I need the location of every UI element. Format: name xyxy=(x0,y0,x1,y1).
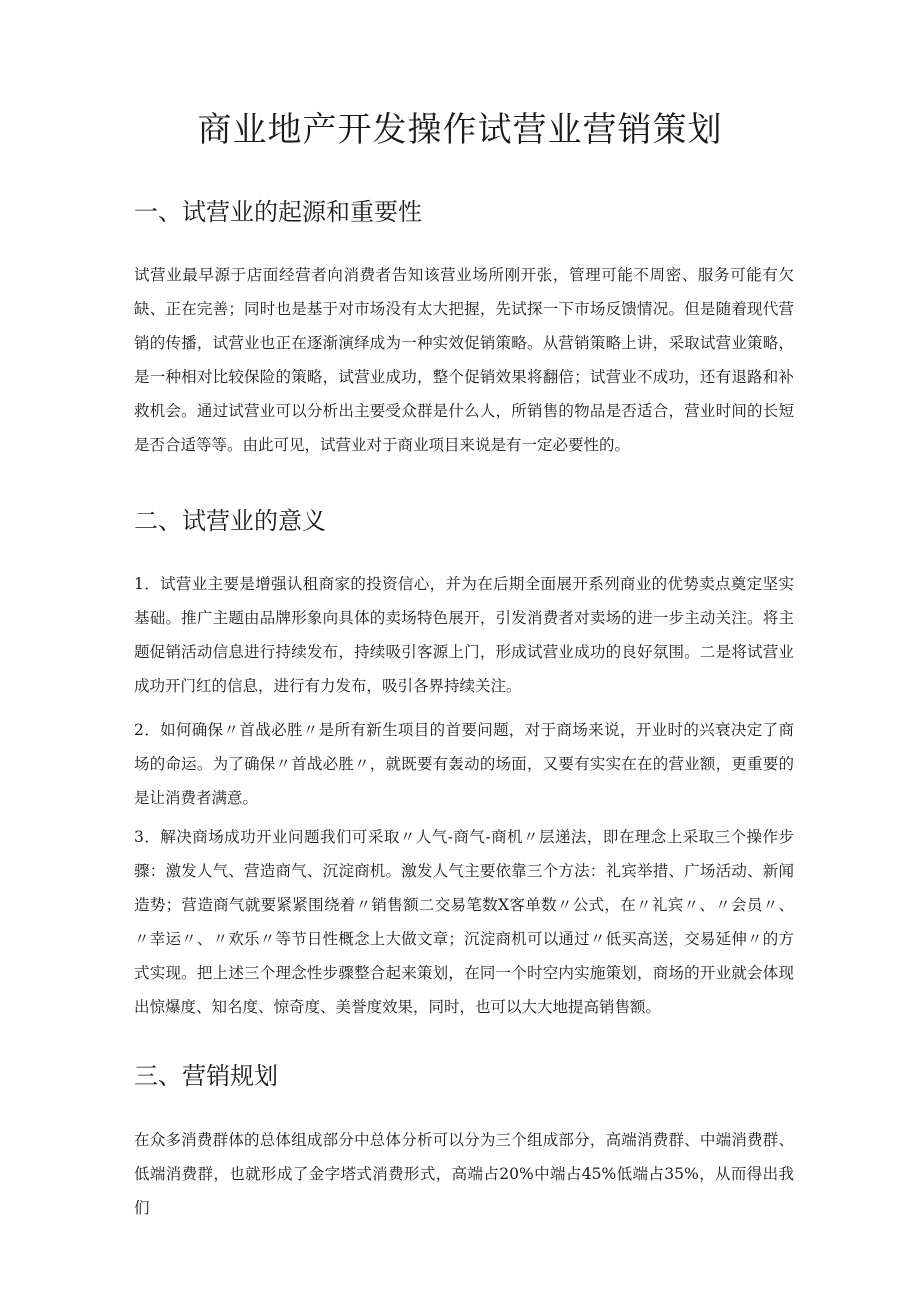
paragraph: 在众多消费群体的总体组成部分中总体分析可以分为三个组成部分，高端消费群、中端消费群、低端消费群，也就形成了金字塔式消费形式，高端占20%中端占45%低端占35%，从而得出我们 xyxy=(134,1131,794,1217)
document-title: 商业地产开发操作试营业营销策划 xyxy=(197,110,723,150)
paragraph: 试营业最早源于店面经营者向消费者告知该营业场所刚开张，管理可能不周密、服务可能有欠缺、正在完善；同时也是基于对市场没有太大把握，先试探一下市场反馈情况。但是随着现代营销的传播，试营业也正在逐渐演绎成为一种实效促销策略。从营销策略上讲，采取试营业策略，是一种相对比较保险的策略，试营业成功，整个促销效果将翻倍；试营业不成功，还有退路和补救机会。通过试营业可以分析出主要受众群是什么人，所销售的物品是否适合，营业时间的长短是否合适等等。由此可见，试营业对于商业项目来说是有一定必要性的。 xyxy=(134,266,794,454)
section-heading-significance: 二、试营业的意义 xyxy=(134,507,326,535)
paragraph: 2．如何确保〃首战必胜〃是所有新生项目的首要问题，对于商场来说，开业时的兴衰决定了商场的命运。为了确保〃首战必胜〃，就既要有轰动的场面，又要有实实在在的营业额，更重要的是让消费者满意。 xyxy=(134,721,794,807)
section-heading-origin: 一、试营业的起源和重要性 xyxy=(134,198,422,226)
paragraph: 3．解决商场成功开业问题我们可采取〃人气-商气-商机〃层递法，即在理念上采取三个操作步骤：激发人气、营造商气、沉淀商机。激发人气主要依靠三个方法：礼宾举措、广场活动、新闻造势；营造商气就要紧紧围绕着〃销售额二交易笔数X客单数〃公式，在〃礼宾〃、〃会员〃、〃幸运〃、〃欢乐〃等节日性概念上大做文章；沉淀商机可以通过〃低买高送，交易延伸〃的方式实现。把上述三个理念性步骤整合起来策划，在同一个时空内实施策划，商场的开业就会体现出惊爆度、知名度、惊奇度、美誉度效果，同时，也可以大大地提高销售额。 xyxy=(134,828,794,1016)
paragraph: 1．试营业主要是增强认租商家的投资信心，并为在后期全面展开系列商业的优势卖点奠定坚实基础。推广主题由品牌形象向具体的卖场特色展开，引发消费者对卖场的进一步主动关注。将主题促销活动信息进行持续发布，持续吸引客源上门，形成试营业成功的良好氛围。二是将试营业成功开门红的信息，进行有力发布，吸引各界持续关注。 xyxy=(134,575,794,695)
section-heading-marketing-plan: 三、营销规划 xyxy=(134,1062,278,1090)
